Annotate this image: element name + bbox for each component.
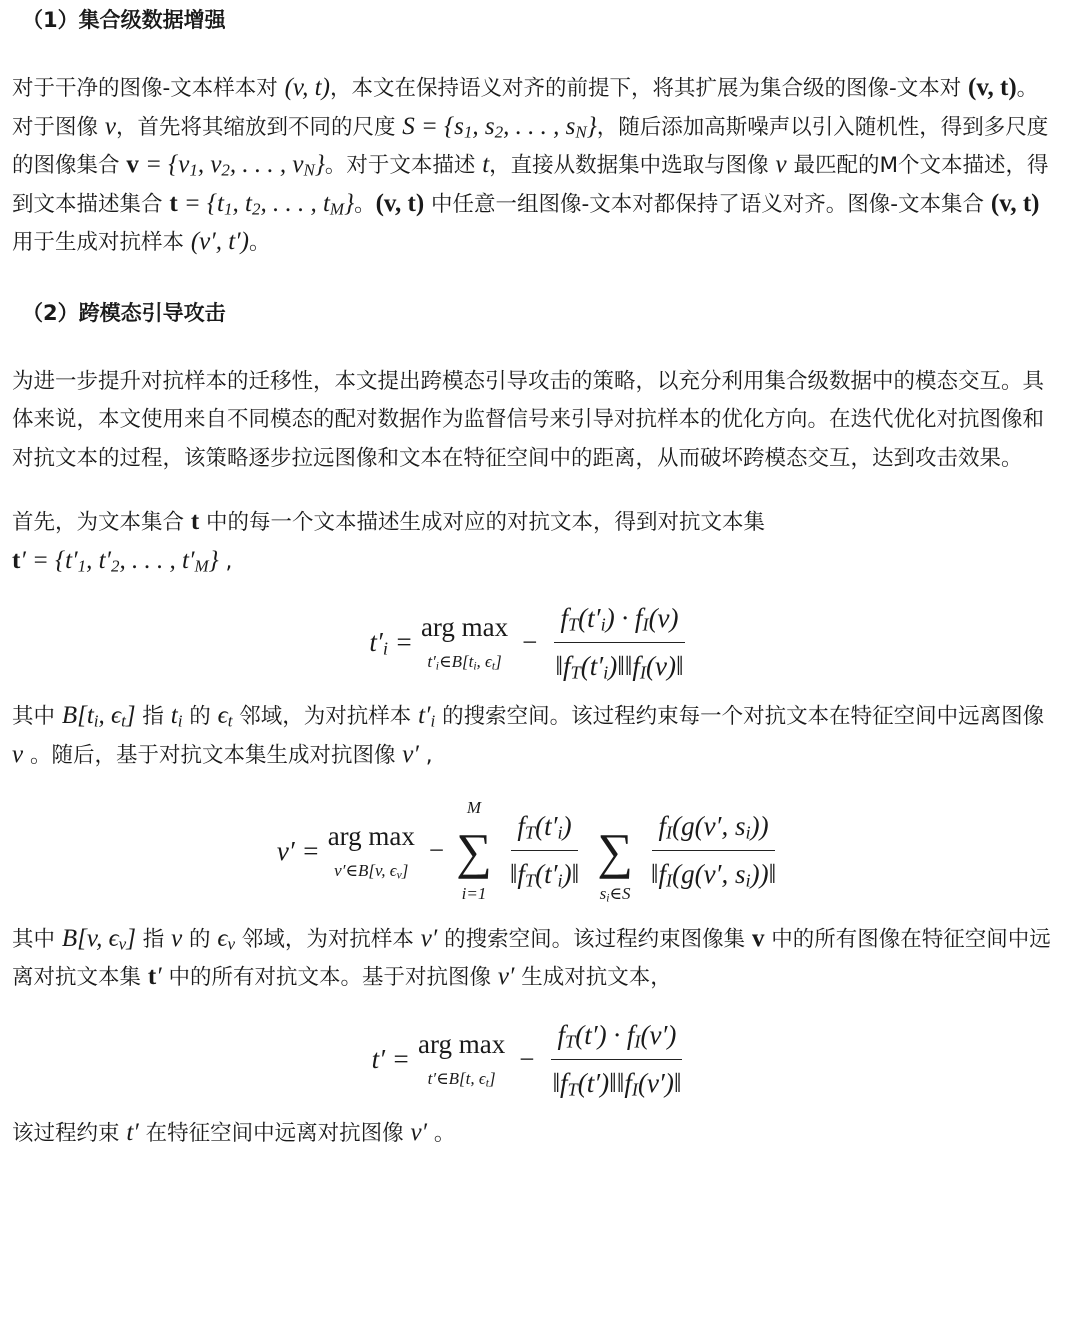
display-equation	[12, 795, 1053, 907]
math-bold-symbol: t	[190, 508, 200, 535]
paragraph-text: 的	[182, 926, 218, 952]
math-expression	[462, 884, 487, 903]
math-expression	[369, 626, 413, 658]
math-expression	[62, 925, 136, 952]
math-expression	[560, 603, 678, 633]
math-symbol: ‖f	[509, 859, 525, 890]
math-symbol: B[t	[61, 702, 94, 730]
paragraph-text: ,	[218, 548, 233, 574]
paragraph-text: 指	[135, 926, 172, 952]
math-subscript: T	[565, 1031, 576, 1052]
fraction-denominator	[504, 851, 585, 892]
math-symbol: (v′)	[640, 1019, 677, 1050]
math-symbol: =	[387, 627, 413, 658]
math-bold-symbol: t	[147, 963, 157, 991]
math-subscript: 1	[224, 198, 233, 218]
math-subscript: I	[639, 662, 647, 683]
math-symbol: ‖f	[552, 1067, 568, 1098]
math-subscript: i	[603, 662, 609, 683]
math-subscript: i	[430, 711, 436, 731]
math-symbol: v	[12, 740, 24, 768]
paragraph-text: 中任意一组图像-文本对都保持了语义对齐。图像-文本集合	[424, 191, 991, 217]
paragraph-text: 首先，为文本集合	[12, 510, 191, 535]
paragraph	[12, 921, 1053, 998]
paragraph-text: 其中	[12, 704, 62, 730]
paragraph-text: 中的所有对抗文本。基于对抗图像	[161, 965, 498, 991]
paragraph-text: ，直接从数据集中选取与图像	[489, 153, 776, 178]
math-symbol: , . . . , s	[503, 112, 576, 140]
math-bold-symbol: v	[751, 924, 765, 952]
math-symbol: = {t	[177, 189, 224, 217]
math-expression	[555, 651, 683, 681]
math-symbol: (t′) · f	[575, 1019, 635, 1050]
math-expression	[376, 190, 425, 217]
paragraph-text: ，随后添加高斯噪声以引入随机性，得到多尺度的图像集合	[12, 114, 1049, 178]
math-subscript: i	[93, 711, 99, 731]
paragraph-text: 对于干净的图像-文本样本对	[12, 76, 285, 101]
paragraph-text: 。对于文本描述	[324, 153, 483, 178]
math-expression	[12, 547, 219, 574]
operator-subscript	[427, 649, 501, 675]
argmax-operator	[421, 610, 508, 675]
paragraph-text: 指	[135, 704, 171, 730]
paragraph-text: ，本文在保持语义对齐的前提下，将其扩展为集合级的图像-文本对	[329, 76, 969, 101]
math-symbol: }	[314, 151, 325, 178]
math-symbol: t′	[369, 627, 383, 658]
fraction-numerator	[551, 1018, 682, 1060]
paragraph-text: ,	[418, 742, 433, 768]
math-symbol: f	[517, 811, 525, 842]
math-expression	[600, 884, 631, 903]
math-expression	[991, 190, 1040, 217]
math-symbol: v′	[402, 740, 419, 768]
math-subscript: T	[524, 823, 536, 844]
math-subscript: t	[491, 659, 496, 673]
paragraph-text: 为进一步提升对抗样本的迁移性，本文提出跨模态引导攻击的策略，以充分利用集合级数据中的模态交互。具体来说，本文使用来自不同模态的配对数据作为监督信号来引导对抗样本的优化方向。在迭代优化对抗图像和对抗文本的过程，该策略逐步拉远图像和文本在特征空间中的距离，从而破坏跨模态交互，达到攻击效果。	[12, 368, 1045, 471]
math-symbol: ′	[156, 963, 162, 991]
math-symbol: (t′	[578, 603, 601, 633]
fraction-denominator	[546, 1060, 687, 1101]
math-symbol: ‖f	[650, 859, 666, 890]
math-subscript: N	[575, 121, 587, 141]
math-subscript: M	[194, 555, 209, 575]
math-symbol: ∈S	[609, 884, 631, 904]
math-subscript: 1	[463, 121, 473, 141]
math-subscript: t	[485, 1076, 489, 1090]
math-symbol: v′∈B[v, ϵ	[334, 860, 397, 880]
math-expression	[776, 151, 787, 178]
math-subscript: I	[665, 823, 673, 844]
math-expression	[517, 811, 572, 844]
math-subscript: i	[382, 639, 388, 660]
math-symbol: t′ =	[371, 1044, 410, 1075]
math-bold-symbol: (v, t)	[375, 189, 425, 217]
math-symbol: , s	[472, 112, 495, 140]
math-expression	[126, 151, 325, 178]
math-expression	[752, 925, 765, 952]
math-bold-symbol: v	[126, 151, 139, 178]
math-symbol: (t′)‖‖f	[577, 1067, 632, 1098]
math-subscript: T	[567, 614, 579, 635]
math-expression	[428, 1069, 496, 1088]
sum-lower-limit	[462, 881, 487, 907]
math-expression	[427, 652, 501, 671]
math-symbol: , . . . , t	[260, 189, 330, 217]
math-symbol: ]	[488, 1069, 496, 1089]
paragraph-text: 其中	[12, 926, 62, 952]
math-symbol: (v, t)	[284, 74, 330, 101]
math-expression	[191, 228, 249, 255]
math-symbol: ))‖	[750, 859, 777, 890]
fraction	[549, 601, 689, 684]
math-symbol: M	[466, 798, 482, 818]
paragraph-text: ，首先将其缩放到不同的尺度	[115, 114, 403, 140]
paragraph-text: 邻域，为对抗样本	[235, 926, 421, 952]
math-symbol: v	[104, 112, 116, 140]
operator-subscript	[334, 858, 408, 884]
math-expression	[191, 508, 199, 535]
fraction	[645, 809, 782, 892]
math-subscript: 2	[111, 555, 120, 575]
summation-sign: ∑	[456, 823, 492, 880]
paragraph-text: 。	[354, 191, 376, 217]
paragraph-text: 用于生成对抗样本	[12, 230, 191, 255]
math-subscript: N	[303, 160, 315, 180]
paragraph-text: 该过程约束	[12, 1120, 127, 1146]
paragraph-text: 邻域，为对抗样本	[232, 704, 419, 730]
math-symbol: f	[557, 1019, 565, 1050]
paragraph-text: 的搜索空间。该过程约束图像集	[437, 926, 752, 952]
paragraph-text: 。随后，基于对抗文本集生成对抗图像	[23, 742, 403, 768]
math-expression	[410, 1119, 427, 1146]
math-expression	[334, 861, 408, 880]
paragraph	[12, 70, 1053, 263]
minus-sign: −	[522, 627, 538, 658]
argmax-operator	[418, 1027, 505, 1092]
math-symbol: i=1	[461, 884, 487, 904]
math-expression	[218, 702, 233, 729]
math-symbol: ]	[125, 702, 136, 730]
math-subscript: i	[557, 823, 563, 844]
math-symbol: v′	[497, 963, 515, 991]
paragraph-text: 在特征空间中远离对抗图像	[138, 1120, 411, 1146]
summation	[597, 795, 633, 907]
math-expression	[418, 702, 435, 729]
math-symbol: f	[658, 811, 666, 842]
math-subscript: 2	[494, 121, 504, 141]
math-subscript: 1	[77, 555, 87, 575]
fraction-numerator	[511, 809, 577, 851]
sum-lower-limit	[600, 881, 631, 907]
math-subscript: T	[570, 662, 581, 683]
paragraph-text: 最匹配的M个文本描述，得到文本描述集合	[12, 153, 1049, 217]
paragraph	[12, 1115, 1053, 1154]
paragraph-text: 。	[248, 230, 271, 255]
math-symbol: (t′	[580, 651, 604, 682]
math-symbol: , t′	[86, 546, 112, 574]
math-subscript: T	[524, 871, 536, 892]
minus-sign: −	[519, 1043, 535, 1074]
math-subscript: 2	[251, 198, 261, 218]
math-symbol: = {v	[138, 151, 190, 178]
sum-upper-limit	[467, 795, 481, 821]
math-symbol: (v′)‖	[637, 1067, 682, 1098]
math-symbol: (g(v′, s	[672, 859, 746, 890]
math-symbol: ) · f	[605, 603, 643, 633]
math-symbol: v	[171, 924, 183, 952]
math-bold-symbol: t	[12, 546, 21, 574]
math-expression	[557, 1020, 676, 1050]
paragraph-text: 生成对抗文本，	[514, 965, 672, 991]
math-subscript: I	[634, 1031, 641, 1052]
math-subscript: i	[435, 659, 440, 673]
math-expression	[105, 113, 116, 140]
math-subscript: v	[396, 868, 402, 882]
paragraph-text: 。	[427, 1120, 456, 1146]
math-symbol: , v	[197, 151, 222, 178]
math-expression	[498, 963, 515, 990]
math-subscript: t	[121, 711, 126, 731]
math-symbol: , t	[232, 189, 252, 217]
fraction-denominator	[645, 851, 782, 892]
math-symbol: S = {s	[402, 112, 464, 140]
math-expression	[650, 859, 777, 892]
math-expression	[277, 835, 320, 867]
math-symbol: ))	[750, 811, 769, 842]
math-symbol: t′	[427, 652, 436, 672]
math-symbol: ‖f	[555, 651, 571, 682]
math-subscript: I	[665, 871, 673, 892]
math-expression	[402, 741, 419, 768]
math-expression	[402, 113, 596, 140]
math-expression	[658, 811, 769, 844]
math-symbol: t	[482, 151, 490, 178]
math-subscript: v	[227, 934, 236, 954]
math-expression	[171, 702, 183, 729]
math-symbol: }	[586, 112, 597, 140]
math-symbol: t′	[126, 1118, 139, 1146]
display-equation	[12, 601, 1053, 684]
paragraph	[12, 363, 1053, 479]
math-expression	[62, 702, 136, 729]
math-symbol: )‖	[562, 859, 580, 890]
math-expression	[169, 190, 354, 217]
math-subscript: 2	[221, 160, 230, 180]
math-subscript: v	[118, 934, 127, 954]
math-subscript: 1	[189, 160, 198, 180]
paragraph	[12, 698, 1053, 775]
fraction	[546, 1018, 687, 1101]
math-symbol: v′	[410, 1118, 428, 1146]
math-symbol: f	[560, 603, 568, 633]
math-expression	[217, 925, 235, 952]
fraction-denominator	[549, 643, 689, 684]
operator-name: arg max	[417, 1028, 506, 1059]
math-symbol: (v)‖	[646, 651, 684, 682]
math-symbol: , ϵ	[98, 702, 122, 730]
summation-sign: ∑	[597, 823, 633, 880]
math-expression	[12, 741, 23, 768]
fraction-numerator	[554, 601, 684, 643]
paragraph-text: 的	[182, 704, 218, 730]
display-equation	[12, 1018, 1053, 1101]
math-symbol: t′∈B[t, ϵ	[427, 1069, 486, 1089]
math-symbol: t	[170, 702, 178, 730]
math-symbol: , . . . , t′	[119, 546, 195, 574]
math-symbol: (v′, t′)	[190, 228, 249, 255]
paragraph-text: 的搜索空间。该过程约束每一个对抗文本在特征空间中远离图像	[435, 704, 1045, 730]
math-subscript: i	[745, 823, 751, 844]
math-symbol: , . . . , v	[229, 151, 304, 178]
math-subscript: t	[227, 711, 233, 731]
paragraph	[12, 504, 1053, 581]
math-symbol: )	[562, 811, 572, 842]
math-symbol: }	[344, 189, 355, 217]
math-symbol: (g(v′, s	[672, 811, 746, 842]
paragraph-text: 中的所有图像在特征空间中远离对抗文本集	[12, 926, 1051, 991]
math-expression	[126, 1119, 138, 1146]
fraction-numerator	[652, 809, 774, 851]
math-subscript: i	[177, 711, 183, 731]
math-expression	[372, 1043, 410, 1075]
section-heading: （2）跨模态引导攻击	[22, 300, 226, 325]
math-expression	[509, 859, 580, 892]
math-expression	[552, 1068, 681, 1098]
math-symbol: B[v, ϵ	[61, 924, 119, 952]
math-symbol: , ϵ	[476, 652, 492, 672]
math-expression	[171, 925, 182, 952]
math-subscript: I	[642, 614, 649, 635]
paragraph-text: 中的每一个文本描述生成对应的对抗文本，得到对抗文本集	[199, 510, 766, 535]
summation	[456, 795, 492, 907]
math-expression	[467, 798, 481, 817]
math-symbol: (t′	[535, 811, 558, 842]
math-symbol: ]	[495, 652, 502, 672]
math-subscript: i	[745, 871, 751, 892]
argmax-operator	[328, 819, 415, 884]
section-heading: （1）集合级数据增强	[22, 8, 226, 32]
math-symbol: s	[599, 884, 607, 904]
math-symbol: v	[775, 151, 787, 178]
math-symbol: ∈B[t	[439, 652, 474, 672]
math-symbol: }	[208, 546, 219, 574]
math-symbol: v′	[420, 924, 438, 952]
math-subscript: i	[473, 659, 477, 673]
math-subscript: T	[567, 1079, 578, 1100]
math-bold-symbol: (v, t)	[968, 74, 1017, 101]
minus-sign: −	[428, 835, 445, 866]
math-symbol: (v)	[648, 603, 679, 633]
math-symbol: t′	[418, 702, 431, 730]
math-subscript: I	[631, 1079, 638, 1100]
math-symbol: ϵ	[217, 702, 228, 730]
math-subscript: i	[606, 891, 610, 905]
math-expression	[421, 925, 438, 952]
fraction	[504, 809, 585, 892]
math-subscript: i	[557, 871, 563, 892]
math-bold-symbol: (v, t)	[990, 189, 1040, 217]
math-bold-symbol: t	[169, 189, 178, 217]
math-symbol: ′ = {t′	[20, 546, 78, 574]
math-symbol: ϵ	[217, 924, 228, 952]
math-expression	[968, 74, 1017, 101]
math-symbol: ]	[126, 924, 136, 952]
math-expression	[148, 963, 162, 990]
paragraph-text: 。对于图像	[12, 76, 1039, 140]
math-symbol: )‖‖f	[608, 651, 640, 682]
math-symbol: ]	[401, 860, 409, 880]
operator-name: arg max	[420, 612, 509, 643]
math-symbol: v′ =	[276, 835, 320, 866]
math-subscript: M	[329, 198, 345, 218]
math-symbol: (t′	[535, 859, 558, 890]
math-subscript: i	[600, 614, 606, 635]
operator-subscript	[428, 1066, 496, 1092]
operator-name: arg max	[327, 820, 415, 851]
math-expression	[285, 74, 330, 101]
